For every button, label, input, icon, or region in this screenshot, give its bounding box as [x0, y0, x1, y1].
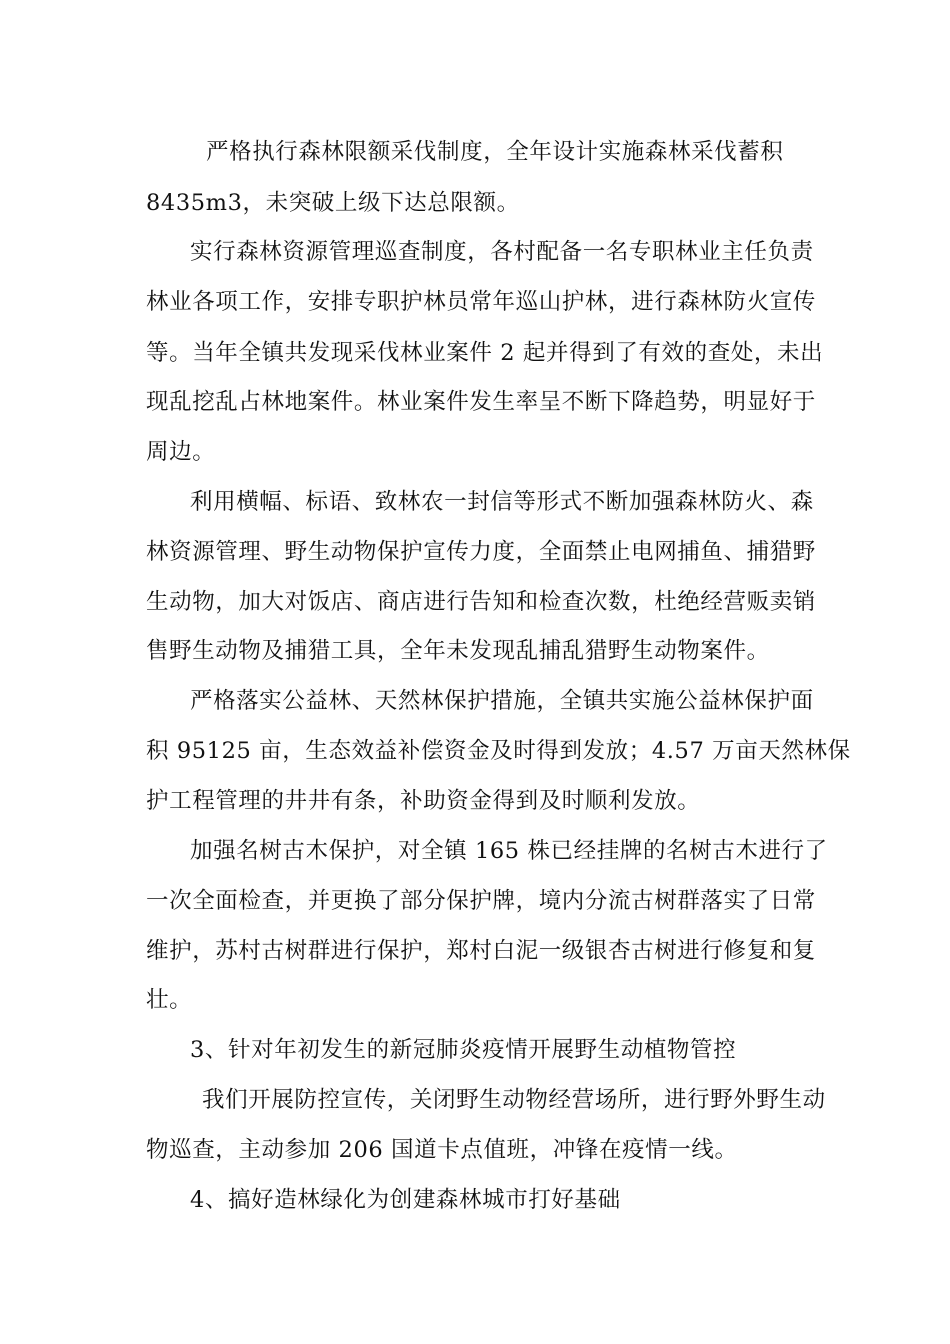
- text-line: 林资源管理、野生动物保护宣传力度，全面禁止电网捕鱼、捕猎野: [146, 539, 816, 565]
- text-line: 加强名树古木保护，对全镇 165 株已经挂牌的名树古木进行了: [190, 838, 828, 864]
- text-line: 实行森林资源管理巡查制度，各村配备一名专职林业主任负责: [190, 239, 814, 265]
- text-line: 林业各项工作，安排专职护林员常年巡山护林，进行森林防火宣传: [146, 289, 816, 315]
- heading-line: 4、搞好造林绿化为创建森林城市打好基础: [190, 1187, 621, 1213]
- text-line: 一次全面检查，并更换了部分保护牌，境内分流古树群落实了日常: [146, 888, 816, 914]
- text-line: 我们开展防控宣传，关闭野生动物经营场所，进行野外野生动: [202, 1087, 826, 1113]
- text-line: 周边。: [146, 439, 216, 465]
- text-line: 8435m3，未突破上级下达总限额。: [146, 190, 520, 216]
- text-line: 护工程管理的井井有条，补助资金得到及时顺利发放。: [146, 788, 701, 814]
- text-line: 维护，苏村古树群进行保护，郑村白泥一级银杏古树进行修复和复: [146, 938, 816, 964]
- heading-line: 3、针对年初发生的新冠肺炎疫情开展野生动植物管控: [190, 1037, 737, 1063]
- text-line: 壮。: [146, 987, 193, 1013]
- text-line: 严格执行森林限额采伐制度，全年设计实施森林采伐蓄积: [206, 139, 784, 165]
- text-line: 生动物，加大对饭店、商店进行告知和检查次数，杜绝经营贩卖销: [146, 589, 816, 615]
- text-line: 售野生动物及捕猎工具，全年未发现乱捕乱猎野生动物案件。: [146, 638, 770, 664]
- text-line: 等。当年全镇共发现采伐林业案件 2 起并得到了有效的查处，未出: [146, 340, 824, 366]
- text-line: 严格落实公益林、天然林保护措施，全镇共实施公益林保护面: [190, 688, 814, 714]
- text-line: 利用横幅、标语、致林农一封信等形式不断加强森林防火、森: [190, 489, 814, 515]
- text-line: 物巡查，主动参加 206 国道卡点值班，冲锋在疫情一线。: [146, 1137, 738, 1163]
- text-line: 现乱挖乱占林地案件。林业案件发生率呈不断下降趋势，明显好于: [146, 389, 816, 415]
- text-line: 积 95125 亩，生态效益补偿资金及时得到发放；4.57 万亩天然林保: [146, 738, 851, 764]
